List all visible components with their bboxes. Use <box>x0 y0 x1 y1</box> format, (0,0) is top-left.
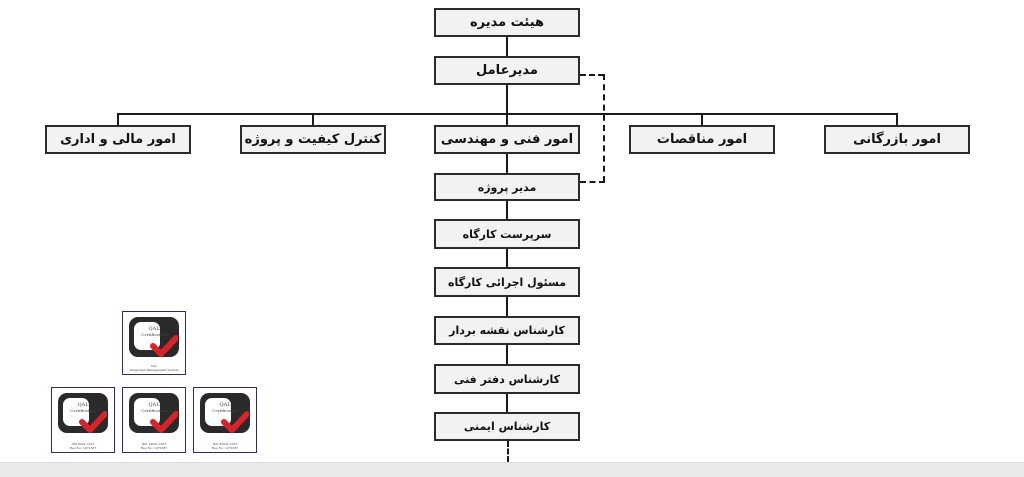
site-executive-box: مسئول اجرائی کارگاه <box>434 267 580 297</box>
ceo-trunk-connector <box>506 85 508 114</box>
dept-drop-tenders <box>701 113 703 125</box>
technical-office-box: کارشناس دفتر فنی <box>434 364 580 394</box>
chain-connector-4 <box>506 345 508 364</box>
chain-connector-3 <box>506 297 508 316</box>
engineering-pm-connector <box>506 154 508 173</box>
page-bottom-strip <box>0 462 1024 477</box>
dept-drop-engineering <box>506 113 508 125</box>
check-mark-icon <box>150 410 178 434</box>
project-manager-box: مدیر پروژه <box>434 173 580 201</box>
dept-engineering-box: امور فنی و مهندسی <box>434 125 580 154</box>
surveyor-box: کارشناس نقشه بردار <box>434 316 580 345</box>
check-mark-icon <box>150 334 178 358</box>
chain-tail-dashed <box>507 441 509 462</box>
board-ceo-connector <box>506 37 508 56</box>
dept-quality-box: کنترل کیفیت و پروژه <box>240 125 386 154</box>
check-mark-icon <box>79 410 107 434</box>
dept-finance-box: امور مالی و اداری <box>45 125 191 154</box>
ceo-staff-link-vertical <box>603 74 605 182</box>
ceo-box: مدیرعامل <box>434 56 580 85</box>
dept-commerce-box: امور بازرگانی <box>824 125 970 154</box>
certificate-badge-iso9001: QAL Certification ISO 9001:2015 Reg No: 1072387 <box>51 387 115 453</box>
certificate-badge-ims: QAL Certification ISO Integrated Management System <box>122 311 186 375</box>
dept-drop-finance <box>117 113 119 125</box>
site-supervisor-box: سرپرست کارگاه <box>434 219 580 249</box>
dept-drop-commerce <box>896 113 898 125</box>
check-mark-icon <box>221 410 249 434</box>
chain-connector-1 <box>506 201 508 219</box>
dept-tenders-box: امور مناقصات <box>629 125 775 154</box>
ceo-staff-link-bottom <box>580 181 605 183</box>
safety-officer-box: کارشناس ایمنی <box>434 412 580 441</box>
chain-connector-2 <box>506 249 508 267</box>
certificate-badge-iso45001: QAL Certification ISO 45001:2018 Reg No: 1072387 <box>193 387 257 453</box>
board-of-directors-box: هیئت مدیره <box>434 8 580 37</box>
certificate-badge-iso14001: QAL Certification ISO 14001:2015 Reg No: 1072387 <box>122 387 186 453</box>
chain-connector-5 <box>506 394 508 412</box>
ceo-staff-link-top <box>580 74 604 76</box>
dept-drop-quality <box>312 113 314 125</box>
